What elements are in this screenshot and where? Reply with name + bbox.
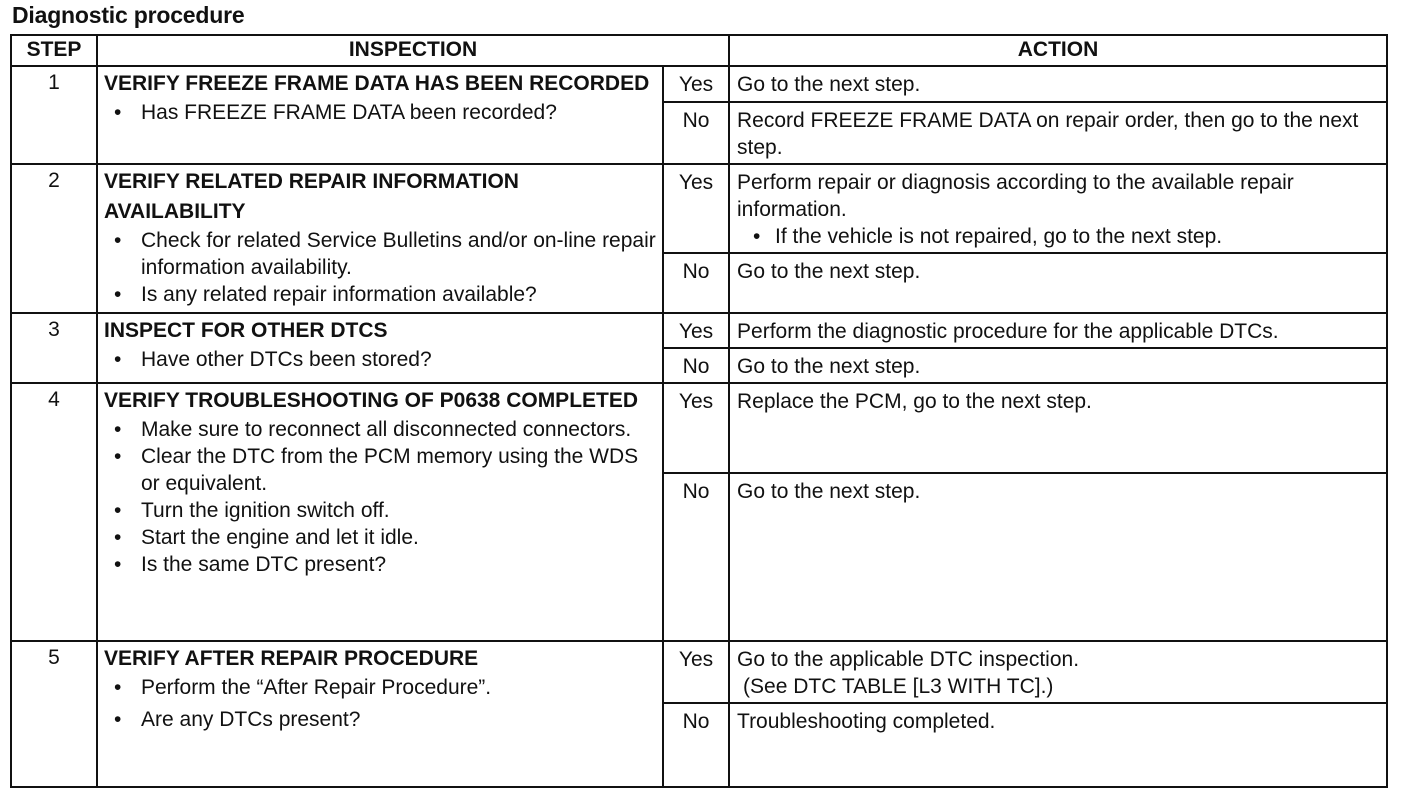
- inspection-bullet: • Turn the ignition switch off.: [104, 497, 656, 524]
- action-header: ACTION: [729, 35, 1387, 66]
- no-label: No: [663, 253, 729, 313]
- inspection-bullet: • Check for related Service Bulletins and/or on-line repair information availability.: [104, 227, 656, 281]
- no-action: Troubleshooting completed.: [729, 703, 1387, 787]
- yes-action-cell: [729, 164, 1387, 253]
- no-label: No: [663, 703, 729, 787]
- step-header: STEP: [11, 35, 97, 66]
- no-label: No: [663, 102, 729, 164]
- page-title: Diagnostic procedure: [12, 2, 245, 28]
- step-5-yes-row: [11, 641, 1387, 703]
- inspection-bullet: • Are any DTCs present?: [104, 706, 656, 733]
- inspection-title: VERIFY RELATED REPAIR INFORMATION AVAILABILITY: [104, 170, 519, 223]
- yes-action: Go to the next step.: [729, 66, 1387, 102]
- step-4-yes-row: [11, 383, 1387, 473]
- inspection-cell: [97, 164, 663, 313]
- inspection-cell: [97, 383, 663, 641]
- step-number: 5: [11, 641, 97, 787]
- inspection-bullet: • Clear the DTC from the PCM memory using the WDS or equivalent.: [104, 443, 656, 497]
- step-number: 1: [11, 66, 97, 164]
- yes-label: Yes: [663, 313, 729, 348]
- inspection-cell: [97, 313, 663, 383]
- step-2-yes-row: [11, 164, 1387, 253]
- inspection-bullet: • Perform the “After Repair Procedure”.: [104, 674, 656, 701]
- inspection-bullet: • Start the engine and let it idle.: [104, 524, 656, 551]
- yes-action-cell: [729, 641, 1387, 703]
- inspection-bullet: • Have other DTCs been stored?: [104, 346, 656, 373]
- no-action: Go to the next step.: [729, 348, 1387, 383]
- yes-label: Yes: [663, 164, 729, 253]
- step-number: 3: [11, 313, 97, 383]
- inspection-cell: [97, 66, 663, 164]
- no-label: No: [663, 473, 729, 641]
- step-1-yes-row: [11, 66, 1387, 102]
- no-action: Go to the next step.: [729, 253, 1387, 313]
- yes-action: Perform the diagnostic procedure for the applicable DTCs.: [729, 313, 1387, 348]
- step-3-yes-row: [11, 313, 1387, 348]
- header-row: [11, 35, 1387, 66]
- step-number: 4: [11, 383, 97, 641]
- step-number: 2: [11, 164, 97, 313]
- inspection-bullet: • Is any related repair information available?: [104, 281, 656, 308]
- inspection-title: VERIFY FREEZE FRAME DATA HAS BEEN RECORDED: [104, 72, 650, 95]
- yes-action: Go to the applicable DTC inspection.: [737, 648, 1080, 671]
- inspection-title: INSPECT FOR OTHER DTCS: [104, 319, 388, 342]
- inspection-header: INSPECTION: [97, 35, 729, 66]
- yes-label: Yes: [663, 66, 729, 102]
- yes-label: Yes: [663, 641, 729, 703]
- inspection-bullet: • Is the same DTC present?: [104, 551, 656, 578]
- inspection-cell: [97, 641, 663, 787]
- yes-action-bullet: • If the vehicle is not repaired, go to the next step.: [737, 223, 1380, 250]
- inspection-bullet: • Make sure to reconnect all disconnected connectors.: [104, 416, 656, 443]
- no-action: Record FREEZE FRAME DATA on repair order, then go to the next step.: [729, 102, 1387, 164]
- yes-action: Replace the PCM, go to the next step.: [729, 383, 1387, 473]
- yes-action: Perform repair or diagnosis according to the available repair information.: [737, 171, 1294, 221]
- yes-label: Yes: [663, 383, 729, 473]
- inspection-bullet: • Has FREEZE FRAME DATA been recorded?: [104, 99, 656, 126]
- diagnostic-procedure-table: [10, 34, 1388, 788]
- inspection-title: VERIFY AFTER REPAIR PROCEDURE: [104, 647, 479, 670]
- yes-action-reference: (See DTC TABLE [L3 WITH TC].): [743, 675, 1054, 698]
- no-action: Go to the next step.: [729, 473, 1387, 641]
- no-label: No: [663, 348, 729, 383]
- inspection-title: VERIFY TROUBLESHOOTING OF P0638 COMPLETED: [104, 389, 639, 412]
